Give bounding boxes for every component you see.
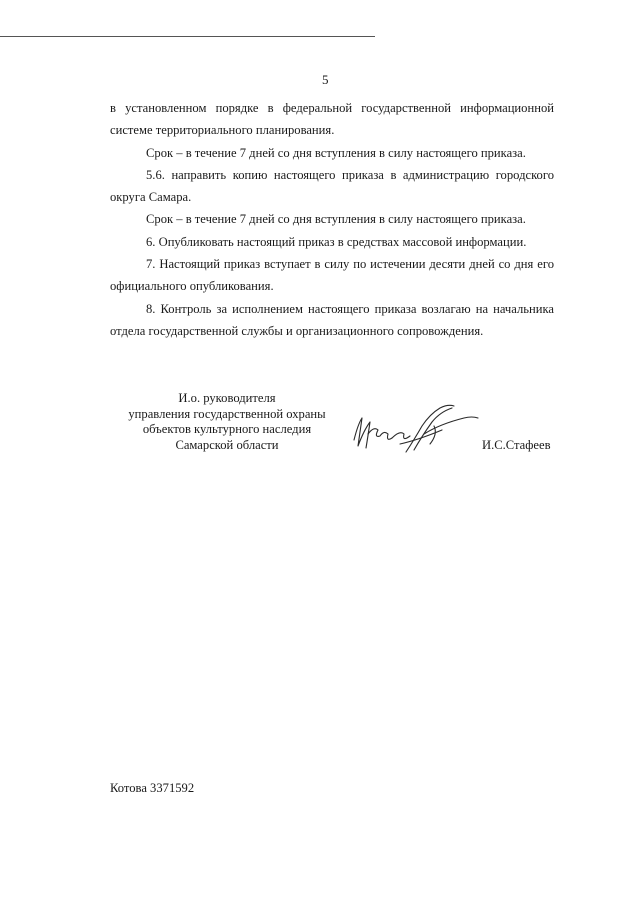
position-line: И.о. руководителя xyxy=(178,391,276,405)
position-line: Самарской области xyxy=(175,437,279,452)
document-body xyxy=(110,97,554,342)
position-line: объектов культурного наследия xyxy=(142,422,312,436)
paragraph-6: 6. Опубликовать настоящий приказ в средствах массовой информации. xyxy=(146,234,527,249)
paragraph-continuation: в установленном порядке в федеральной государственной информационной системе территориального планирования. xyxy=(110,101,554,138)
signatory-position xyxy=(110,391,344,453)
paragraph-8: 8. Контроль за исполнением настоящего приказа возлагаю на начальника отдела государственной службы и организационного сопровождения. xyxy=(110,301,554,338)
paragraph-7: 7. Настоящий приказ вступает в силу по истечении десяти дней со дня его официального опубликования. xyxy=(110,257,554,294)
signatory-name: И.С.Стафеев xyxy=(482,438,551,452)
executor-note: Котова 3371592 xyxy=(110,781,195,795)
paragraph-deadline-1: Срок – в течение 7 дней со дня вступления в силу настоящего приказа. xyxy=(146,145,526,160)
page-number: 5 xyxy=(322,72,329,87)
position-line: управления государственной охраны xyxy=(128,406,326,421)
handwritten-signature xyxy=(344,400,484,462)
paragraph-deadline-2: Срок – в течение 7 дней со дня вступления в силу настоящего приказа. xyxy=(146,212,526,227)
top-scan-rule xyxy=(0,36,375,37)
paragraph-5-6: 5.6. направить копию настоящего приказа в администрацию городского округа Самара. xyxy=(110,167,554,205)
